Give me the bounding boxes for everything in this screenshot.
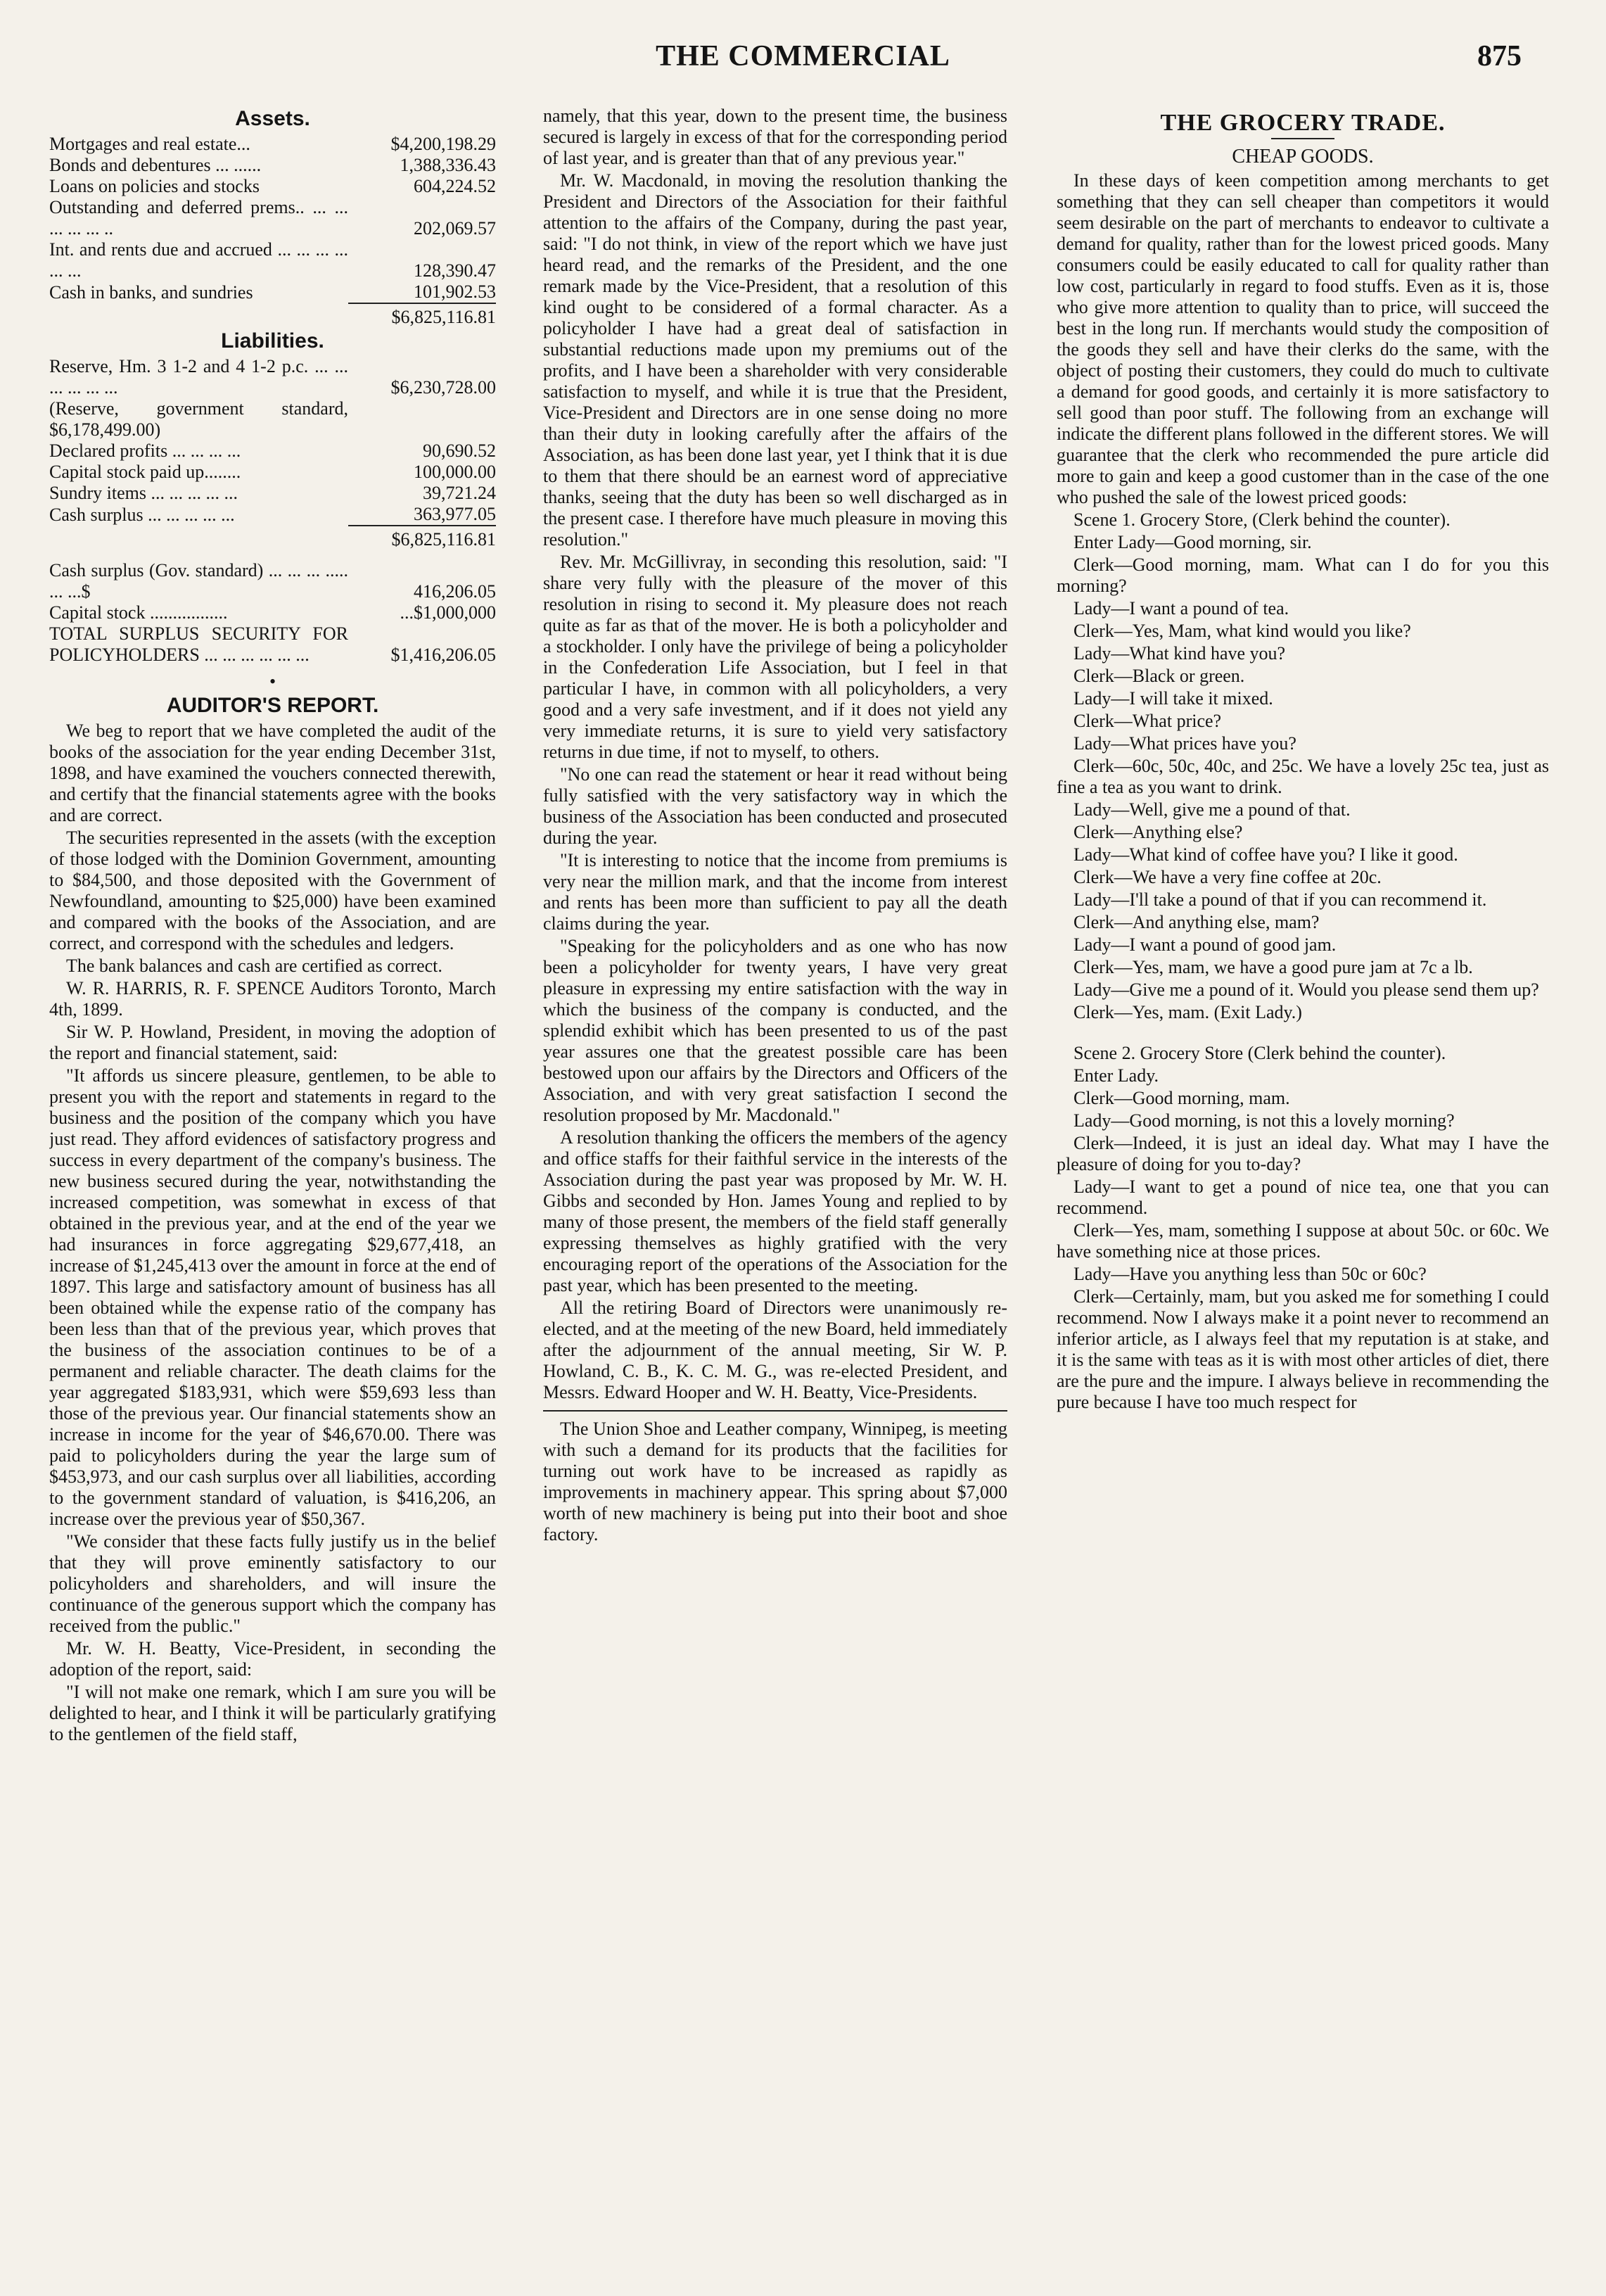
dialogue-line: Lady—I want to get a pound of nice tea, one that you can recommend. [1057, 1176, 1549, 1218]
dialogue-line: Scene 2. Grocery Store (Clerk behind the counter). [1073, 1043, 1446, 1063]
table-row [49, 398, 496, 440]
paragraph: "We consider that these facts fully justify us in the belief that they will prove eminently satisfactory to our policyholders and shareholders, and will insure the continuance of the generous support which the company has received from the public." [49, 1531, 496, 1636]
divider [543, 1410, 1007, 1412]
ledger-label: Cash surplus (Gov. standard) ... ... ... ..... ... ...$ [49, 560, 348, 602]
ledger-label: (Reserve, government standard, $6,178,499.00) [49, 398, 348, 440]
table-row [49, 134, 496, 155]
paragraph: Rev. Mr. McGillivray, in seconding this resolution, said: "I share very fully with the pleasure of the mover of this resolution in rising to second it. My pleasure does not reach quite as far as that of the mover. He is both a policyholder and a stockholder. I only have the privilege of being a policyholder in the Confederation Life Association, but I feel in that particular I have, in common with all policyholders, a very good and a very safe investment, and if it does not yield any very immediate returns, it is sure to yield very satisfactory returns in due time, if not to myself, to others. [543, 552, 1007, 762]
dialogue-line: Clerk—Certainly, mam, but you asked me for something I could recommend. Now I always make it a point never to recommend an inferior article, as I always feel that my reputation is at stake, and it is the same with teas as it is with most other articles of diet, there are the pure and the impure. I always believe in recommending the pure because I have too much respect for [1057, 1286, 1549, 1412]
paragraph: The bank balances and cash are certified as correct. [66, 956, 442, 976]
dialogue-line: Clerk—Black or green. [1073, 666, 1245, 686]
scene-2 [1057, 1043, 1549, 1413]
paragraph: namely, that this year, down to the present time, the business secured is largely in excess of that for the corresponding period of last year, and is greater than that of any previous year." [543, 106, 1007, 168]
dialogue-line: Clerk—What price? [1073, 711, 1222, 731]
ledger-label: Reserve, Hm. 3 1-2 and 4 1-2 p.c. ... ... ... ... ... ... [49, 356, 348, 398]
table-row [49, 356, 496, 398]
ledger-amount: 604,224.52 [414, 176, 496, 196]
dialogue-line: Clerk—And anything else, mam? [1073, 912, 1320, 932]
liabilities-heading: Liabilities. [221, 329, 324, 353]
ledger-label: Bonds and debentures ... ...... [49, 155, 262, 175]
ledger-amount: $6,230,728.00 [390, 377, 496, 398]
ledger-label: Capital stock ................. [49, 602, 228, 623]
column-1 [49, 106, 496, 2266]
ledger-amount: 1,388,336.43 [400, 155, 496, 175]
ledger-label: Loans on policies and stocks [49, 176, 260, 196]
liabilities-table [49, 356, 496, 550]
ledger-amount: 363,977.05 [414, 504, 496, 524]
dialogue-line: Lady—Good morning, is not this a lovely morning? [1073, 1110, 1455, 1131]
dialogue-line: Clerk—Indeed, it is just an ideal day. What may I have the pleasure of doing for you to-day? [1057, 1133, 1549, 1174]
assets-total: $6,825,116.81 [348, 303, 496, 328]
assets-total-row [49, 303, 496, 328]
dialogue-line: Enter Lady. [1073, 1065, 1159, 1086]
ledger-label: Sundry items ... ... ... ... ... [49, 483, 238, 503]
table-row [49, 483, 496, 504]
paragraph: Mr. W. Macdonald, in moving the resolution thanking the President and Directors of the Association for their faithful attention to the affairs of the Company, during the past year, said: "I do not think, in view of the report which we have just heard read, and the remarks of the President, and the one remark made by the Vice-President, that a resolution of this kind ought to be considered of a formal character. As a policyholder I have had a great deal of satisfaction in substantial reductions made upon my premiums out of the profits, and I have been a shareholder with very considerable satisfaction to myself, and while it is true that the President, Vice-President and Directors are in one sense doing no more than their duty in looking carefully after the affairs of the Association, as has been done last year, yet I think that it is due to them that there should be an earnest word of appreciative thanks, seeing that the duty has been so well discharged as in the present case. I therefore have much pleasure in moving this resolution." [543, 170, 1007, 550]
dialogue-line: Lady—I'll take a pound of that if you can recommend it. [1073, 889, 1487, 910]
paragraph: "Speaking for the policyholders and as one who has now been a policyholder for twenty years, I have very great pleasure in expressing my entire satisfaction with the way in which the business of the company is conducted, and the splendid exhibit which has been presented to us of the past year assures one that the greatest possible care has been bestowed upon our affairs by the Directors and Officers of the Association, and with very great satisfaction I second the resolution proposed by Mr. Macdonald." [543, 936, 1007, 1125]
dialogue-line: Clerk—Good morning, mam. [1073, 1088, 1290, 1108]
dialogue-line: Clerk—Yes, mam, something I suppose at about 50c. or 60c. We have something nice at those prices. [1057, 1220, 1549, 1262]
ledger-label: TOTAL SURPLUS SECURITY FOR POLICYHOLDERS ... ... ... ... ... ... [49, 623, 348, 665]
paragraph: A resolution thanking the officers the members of the agency and office staffs for their faithful service in the interests of the Association during the past year was proposed by Mr. W. H. Gibbs and seconded by Hon. James Young and replied to by many of those present, the members of the field staff generally expressing themselves as highly gratified with the very encouraging report of the operations of the Association for the past year, which has been presented to the meeting. [543, 1127, 1007, 1295]
dialogue-line: Clerk—60c, 50c, 40c, and 25c. We have a lovely 25c tea, just as fine a tea as you want to drink. [1057, 756, 1549, 797]
ledger-label: Capital stock paid up........ [49, 462, 241, 482]
ledger-label: Declared profits ... ... ... ... [49, 440, 241, 461]
surplus-table [49, 560, 496, 666]
ledger-amount: ...$1,000,000 [400, 602, 496, 623]
ledger-amount: $4,200,198.29 [390, 134, 496, 154]
assets-heading: Assets. [235, 107, 310, 130]
publication-title: THE COMMERCIAL [656, 40, 950, 72]
dialogue-line: Clerk—Good morning, mam. What can I do for you this morning? [1057, 554, 1549, 596]
table-row [49, 197, 496, 239]
auditors-report-heading: AUDITOR'S REPORT. [166, 694, 379, 717]
column-2 [543, 106, 1007, 2266]
ledger-label: Int. and rents due and accrued ... ... ... ... ... ... [49, 239, 348, 281]
paragraph: "It affords us sincere pleasure, gentlemen, to be able to present you with the report and statements in regard to the business and the position of the company which you have just read. They afford evidences of satisfactory progress and success in every department of the company's business. The new business secured during the year, notwithstanding the increased competition, was somewhat in excess of that obtained in the previous year, and at the end of the year we had insurances in force aggregating $29,677,418, an increase of $1,245,413 over the amount in force at the end of 1897. This large and satisfactory amount of business has all been obtained while the expense ratio of the company has been less than that of the previous year, which proves that the business of the association continues to be of a permanent and reliable character. The death claims for the year aggregated $183,931, which were $59,693 less than those of the previous year. Our financial statements show an increase in income for the year of $46,670.00. There was paid to policyholders during the year the large sum of $453,973, and our cash surplus over all liabilities, according to the government standard of valuation, is $416,206, an increase over the previous year of $50,367. [49, 1065, 496, 1529]
dialogue-line: Lady—I want a pound of tea. [1073, 598, 1289, 619]
section-bullet: • [269, 671, 276, 692]
dialogue-line: Scene 1. Grocery Store, (Clerk behind the counter). [1073, 509, 1451, 530]
paragraph: Mr. W. H. Beatty, Vice-President, in seconding the adoption of the report, said: [49, 1638, 496, 1680]
ledger-amount: 100,000.00 [414, 462, 496, 482]
liabilities-total: $6,825,116.81 [348, 526, 496, 550]
table-row [49, 281, 496, 303]
table-row [49, 176, 496, 197]
table-row [49, 440, 496, 462]
ledger-amount [348, 398, 496, 440]
dialogue-line: Clerk—Yes, mam. (Exit Lady.) [1073, 1002, 1302, 1022]
union-shoe-paragraph: The Union Shoe and Leather company, Winnipeg, is meeting with such a demand for its products that the facilities for turning out work have to be increased as rapidly as improvements in machinery appear. This spring about $7,000 worth of new machinery is being put into their boot and shoe factory. [543, 1419, 1007, 1545]
dialogue-line: Enter Lady—Good morning, sir. [1073, 532, 1312, 552]
dialogue-line: Clerk—Yes, mam, we have a good pure jam at 7c a lb. [1073, 957, 1473, 977]
dialogue-line: Lady—What kind of coffee have you? I like it good. [1073, 844, 1458, 865]
table-row [49, 504, 496, 526]
ledger-amount: 128,390.47 [414, 260, 496, 281]
dialogue-line: Clerk—We have a very fine coffee at 20c. [1073, 867, 1382, 887]
masthead [0, 39, 1606, 82]
table-row [49, 155, 496, 176]
scene-1 [1057, 509, 1549, 1023]
table-row [49, 462, 496, 483]
table-row [49, 602, 496, 623]
dialogue-line: Clerk—Anything else? [1073, 822, 1243, 842]
ledger-amount: 202,069.57 [414, 218, 496, 239]
ledger-amount: $1,416,206.05 [390, 645, 496, 665]
table-row [49, 239, 496, 281]
table-row [49, 623, 496, 666]
paragraph: Sir W. P. Howland, President, in moving the adoption of the report and financial statement, said: [49, 1022, 496, 1063]
assets-table [49, 134, 496, 328]
paragraph: All the retiring Board of Directors were unanimously re-elected, and at the meeting of the new Board, held immediately after the adjournment of the annual meeting, Sir W. P. Howland, C. B., K. C. M. G., was re-elected President, and Messrs. Edward Hooper and W. H. Beatty, Vice-Presidents. [543, 1298, 1007, 1402]
page-number: 875 [1477, 40, 1522, 72]
dialogue-line: Lady—Have you anything less than 50c or 60c? [1073, 1264, 1427, 1284]
grocery-trade-heading: THE GROCERY TRADE. [1160, 110, 1446, 136]
paragraph: The securities represented in the assets (with the exception of those lodged with the Dominion Government, amounting to $84,500, and those deposited with the Government of Newfoundland, amounting to $25,000) have been examined and compared with the books of the Association, and are correct, and correspond with the schedules and ledgers. [49, 827, 496, 953]
dialogue-line: Lady—What kind have you? [1073, 643, 1286, 664]
paragraph: In these days of keen competition among merchants to get something that they can sell cheaper than competitors it would seem desirable on the part of merchants to endeavor to cultivate a demand for quality, rather than for the lowest priced goods. Many consumers could be easily educated to call for quality rather than low cost, particularly in regard to food stuffs. Even as it is, those who give more attention to quality than to price, will succeed the best in the long run. If merchants would study the composition of the goods they sell and have their clerks do the same, with the object of posting their customers, they could do much to cultivate a demand for good goods, and certainly it is more satisfactory to sell good than poor stuff. The following from an exchange will indicate the different plans followed in the different stores. We will guarantee that the clerk who recommended the pure article did more to gain and keep a good customer than in the case of the one who pushed the sale of the lowest priced goods: [1057, 170, 1549, 507]
ledger-label: Mortgages and real estate... [49, 134, 250, 154]
cheap-goods-subheading: CHEAP GOODS. [1232, 146, 1374, 167]
paragraph: We beg to report that we have completed the audit of the books of the association for the year ending December 31st, 1898, and have examined the vouchers connected therewith, and certify that the financial statements agree with the books and are correct. [49, 721, 496, 825]
dialogue-line: Lady—What prices have you? [1073, 733, 1296, 754]
paragraph: W. R. HARRIS, R. F. SPENCE Auditors Toronto, March 4th, 1899. [49, 978, 496, 1020]
ledger-label: Cash surplus ... ... ... ... ... [49, 505, 235, 525]
dialogue-line: Clerk—Yes, Mam, what kind would you like? [1073, 621, 1411, 641]
table-row [49, 560, 496, 602]
paragraph: "It is interesting to notice that the income from premiums is very near the million mark, and that the income from interest and rents has been more than sufficient to pay all the death claims during the year. [543, 850, 1007, 934]
divider [1271, 138, 1334, 139]
paragraph: "I will not make one remark, which I am sure you will be delighted to hear, and I think it will be particularly gratifying to the gentlemen of the field staff, [49, 1682, 496, 1744]
dialogue-line: Lady—Give me a pound of it. Would you please send them up? [1073, 979, 1539, 1000]
paragraph: "No one can read the statement or hear it read without being fully satisfied with the very satisfactory way in which the business of the Association has been conducted and prosecuted during the year. [543, 764, 1007, 848]
dialogue-line: Lady—I want a pound of good jam. [1073, 934, 1337, 955]
dialogue-line: Lady—I will take it mixed. [1073, 688, 1273, 709]
ledger-label: Cash in banks, and sundries [49, 282, 253, 303]
dialogue-line: Lady—Well, give me a pound of that. [1073, 799, 1351, 820]
ledger-amount: 90,690.52 [423, 440, 496, 461]
ledger-label: Outstanding and deferred prems.. ... ... ... ... ... .. [49, 197, 348, 239]
ledger-amount: 39,721.24 [423, 483, 496, 503]
ledger-amount: 101,902.53 [414, 281, 496, 302]
column-3 [1057, 106, 1549, 2266]
liabilities-total-row [49, 526, 496, 550]
ledger-amount: 416,206.05 [414, 581, 496, 602]
